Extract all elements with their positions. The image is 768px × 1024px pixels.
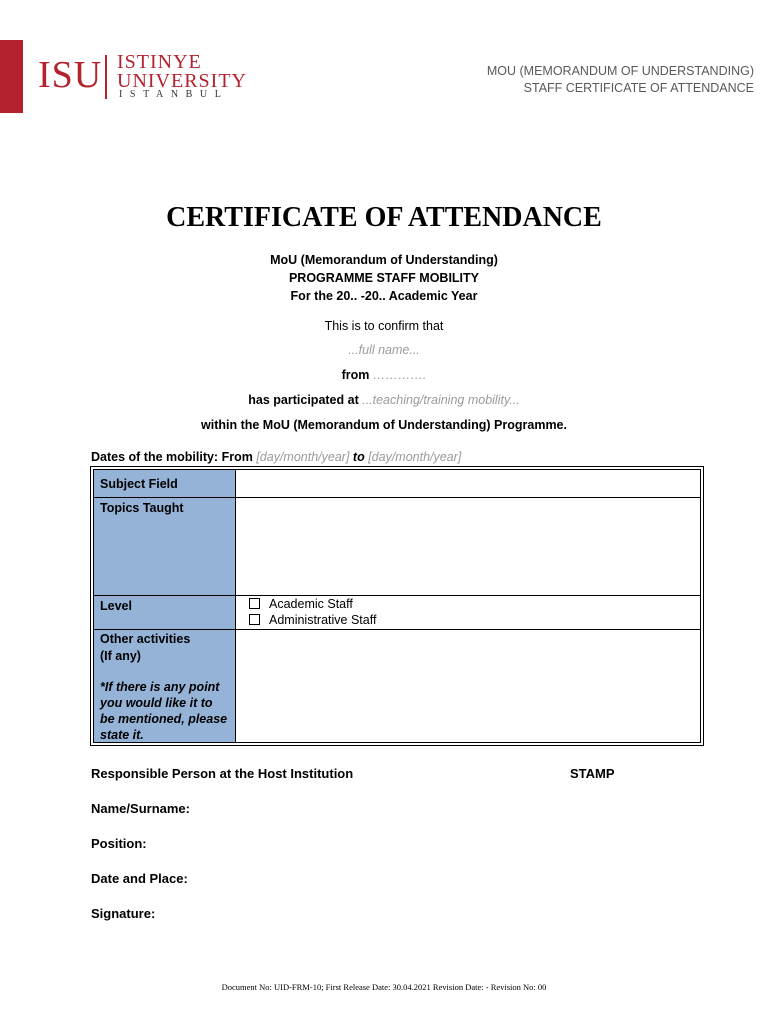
if-any-text: (If any) xyxy=(100,649,141,663)
subject-field-label: Subject Field xyxy=(94,470,236,497)
dates-from-placeholder[interactable]: [day/month/year] xyxy=(256,450,350,464)
checkbox-icon[interactable] xyxy=(249,614,260,625)
dates-to-label: to xyxy=(352,450,365,464)
subject-field-value[interactable] xyxy=(237,470,700,497)
header-line-2: STAFF CERTIFICATE OF ATTENDANCE xyxy=(523,81,754,95)
participated-line xyxy=(0,393,768,407)
topics-taught-value[interactable] xyxy=(237,498,700,595)
dates-line xyxy=(91,450,461,464)
logo-line-1: ISTINYE xyxy=(117,51,202,73)
administrative-staff-label: Administrative Staff xyxy=(269,613,377,627)
table-row-level xyxy=(94,596,700,630)
academic-staff-label: Academic Staff xyxy=(269,597,353,611)
administrative-staff-option[interactable] xyxy=(249,613,376,627)
date-place-label: Date and Place: xyxy=(91,871,188,886)
logo-abbreviation: ISU xyxy=(38,54,103,96)
level-value xyxy=(237,596,700,629)
logo-separator xyxy=(105,55,107,99)
table-row-other xyxy=(94,630,700,742)
topics-taught-label: Topics Taught xyxy=(94,498,236,595)
table-row-subject xyxy=(94,470,700,498)
dates-to-placeholder[interactable]: [day/month/year] xyxy=(368,450,462,464)
subtitle-line-1: MoU (Memorandum of Understanding) xyxy=(270,253,498,267)
name-surname-label: Name/Surname: xyxy=(91,801,190,816)
signature-label: Signature: xyxy=(91,906,156,921)
academic-staff-option[interactable] xyxy=(249,597,353,611)
logo-line-3: ISTANBUL xyxy=(119,89,229,100)
mobility-table-inner xyxy=(93,469,701,743)
full-name-placeholder[interactable]: ...full name... xyxy=(348,343,420,357)
mobility-table xyxy=(90,466,704,746)
page-title: CERTIFICATE OF ATTENDANCE xyxy=(166,202,602,233)
document-footer: Document No: UID-FRM-10; First Release Date: 30.04.2021 Revision Date: - Revision No: 00 xyxy=(221,982,547,992)
from-line xyxy=(0,368,768,382)
checkbox-icon[interactable] xyxy=(249,598,260,609)
position-label: Position: xyxy=(91,836,147,851)
other-activities-value[interactable] xyxy=(237,630,700,742)
other-activities-title: Other activities xyxy=(100,632,191,646)
other-activities-label xyxy=(94,630,236,742)
within-text: within the MoU (Memorandum of Understanding) Programme. xyxy=(201,418,567,432)
participated-placeholder[interactable]: ...teaching/training mobility... xyxy=(362,393,520,407)
responsible-person-label: Responsible Person at the Host Institution xyxy=(91,766,354,781)
header-line-1: MOU (MEMORANDUM OF UNDERSTANDING) xyxy=(486,64,754,78)
from-placeholder[interactable]: …………. xyxy=(372,368,427,382)
logo-red-bar xyxy=(0,40,23,113)
confirm-text: This is to confirm that xyxy=(324,319,444,333)
other-activities-note: *If there is any point you would like it to be mentioned, please state it. xyxy=(100,680,228,742)
participated-label: has participated at xyxy=(248,393,359,407)
logo-line-2: UNIVERSITY xyxy=(117,70,247,92)
subtitle-line-2: PROGRAMME STAFF MOBILITY xyxy=(288,271,480,285)
from-label: from xyxy=(341,368,370,382)
table-row-topics xyxy=(94,498,700,596)
stamp-label: STAMP xyxy=(570,766,615,781)
subtitle-line-3: For the 20.. -20.. Academic Year xyxy=(290,289,478,303)
dates-label: Dates of the mobility: From xyxy=(91,450,253,464)
level-label: Level xyxy=(94,596,236,629)
